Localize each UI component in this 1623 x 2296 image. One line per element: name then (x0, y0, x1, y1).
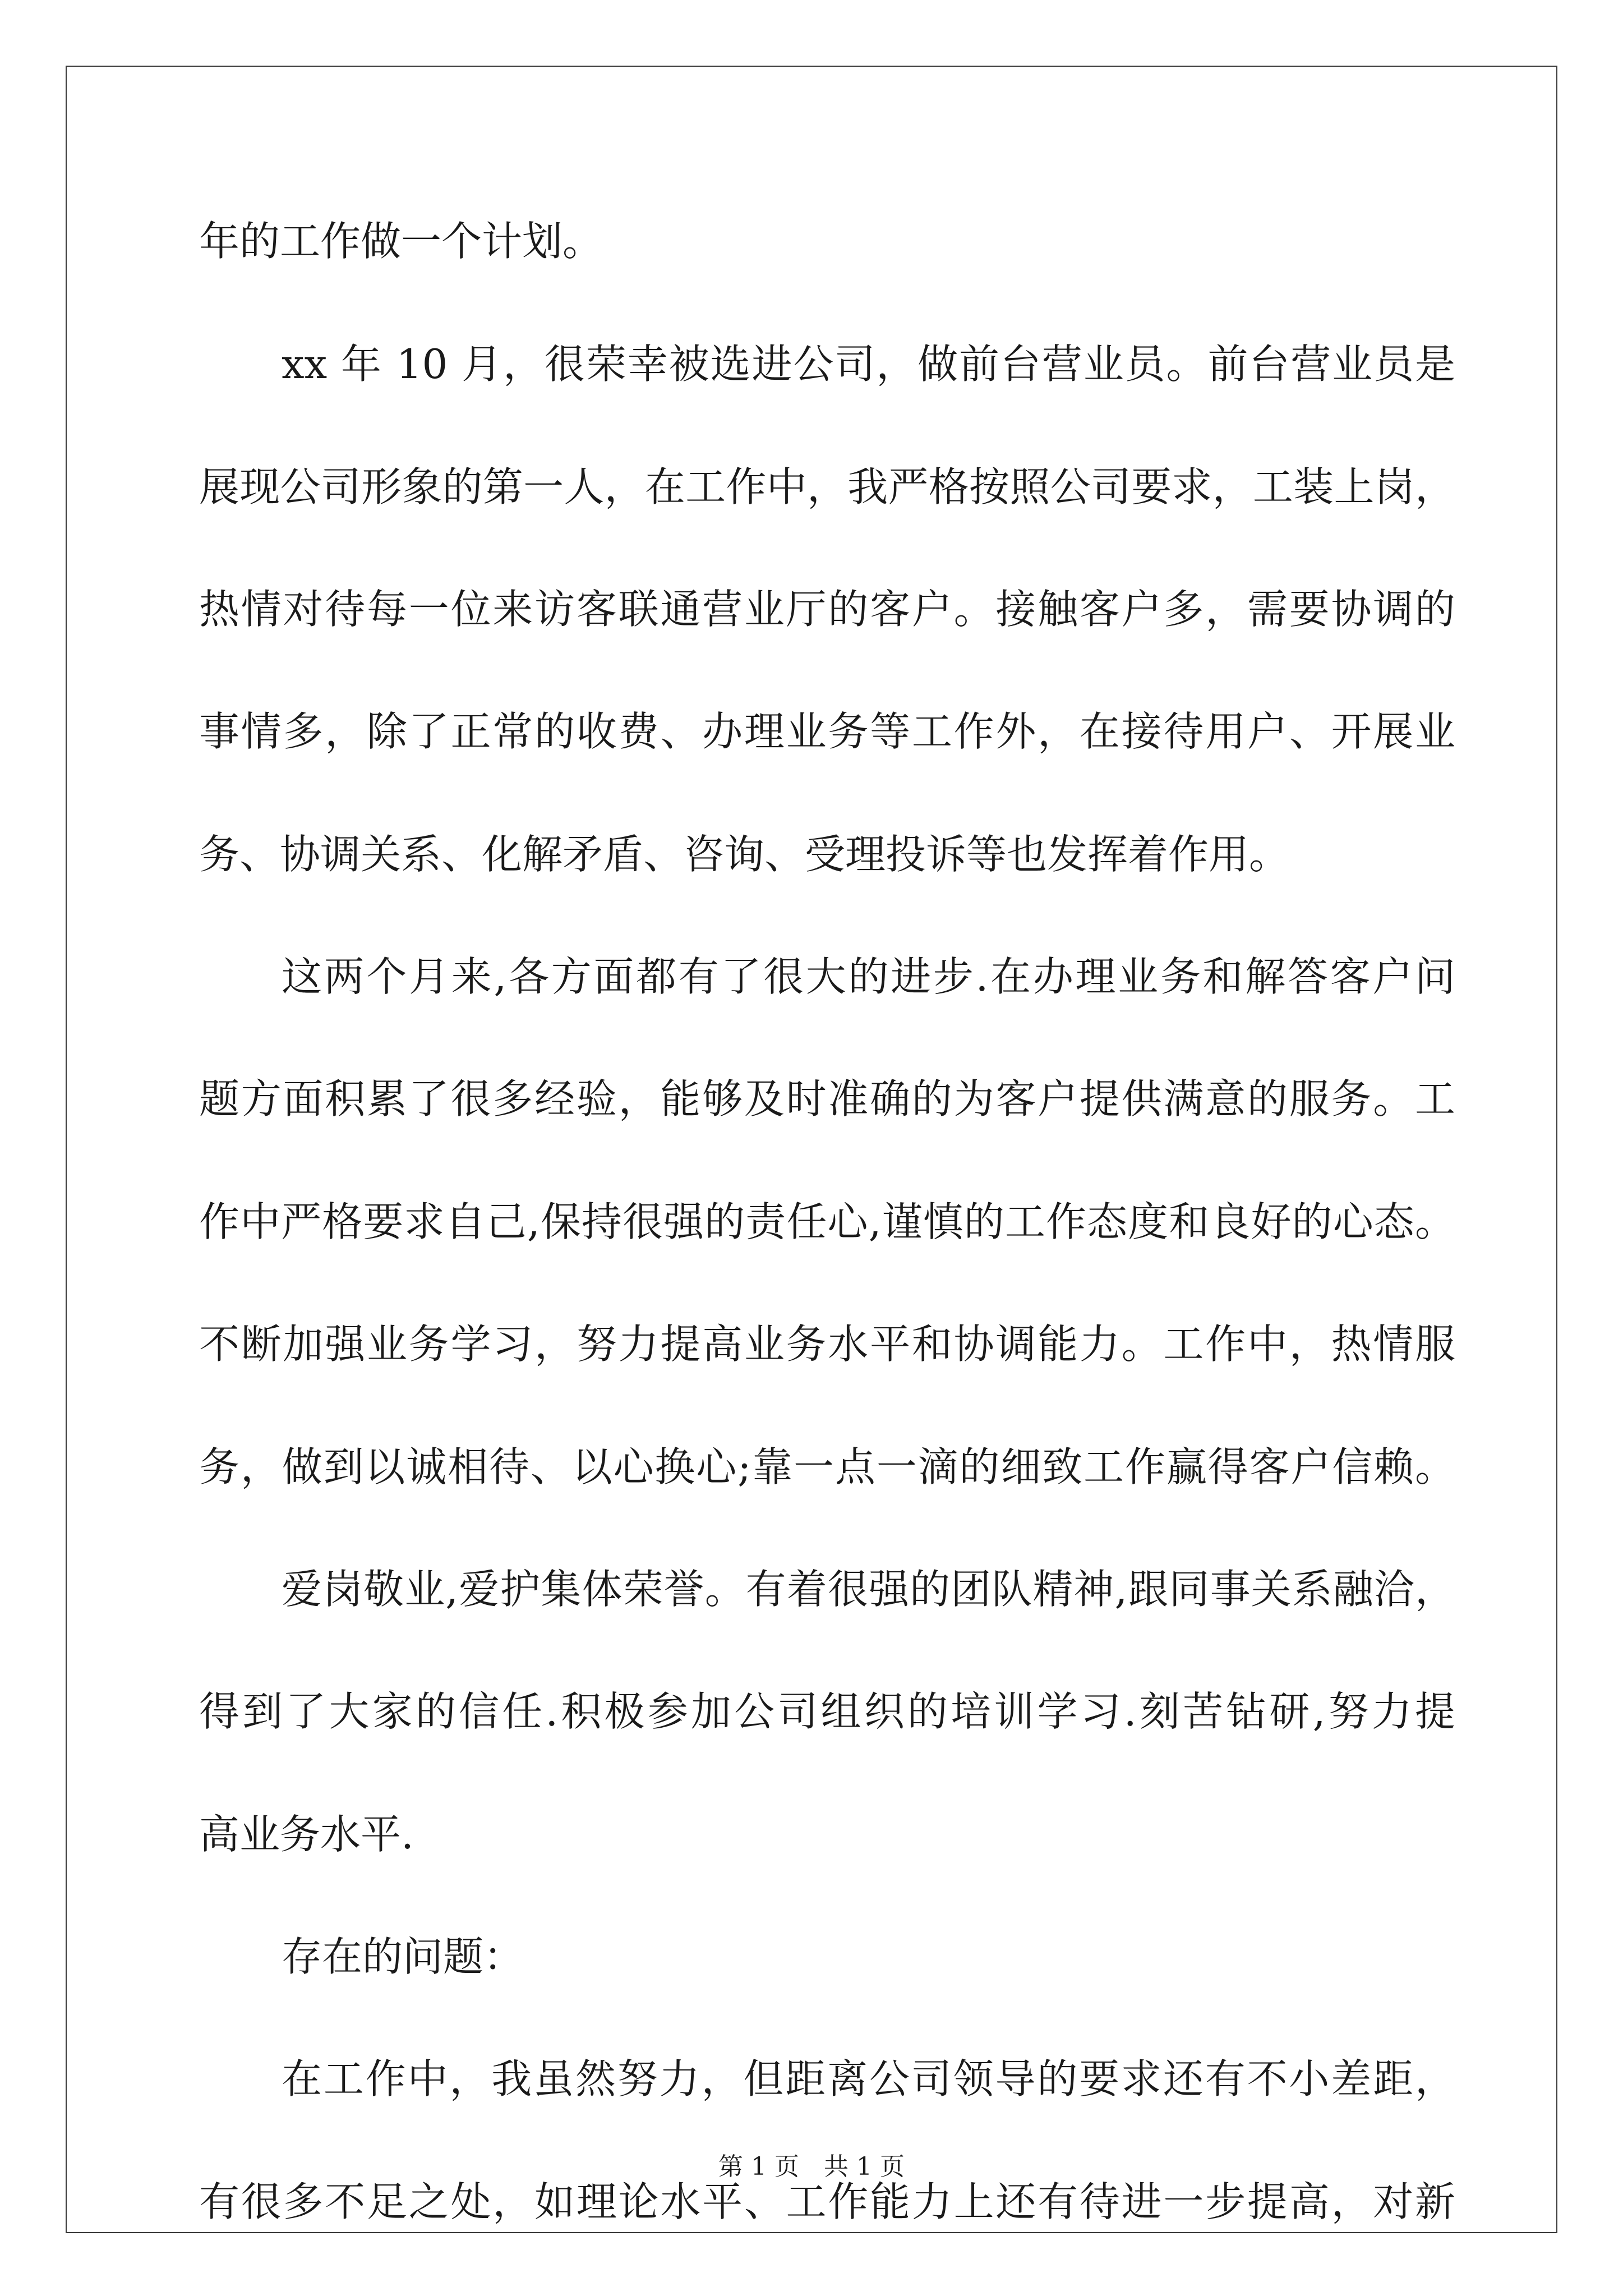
text-line: 不断加强业务学习，努力提高业务水平和协调能力。工作中，热情服 (199, 1320, 1455, 1368)
text-line: 爱岗敬业,爱护集体荣誉。有着很强的团队精神,跟同事关系融洽， (282, 1566, 1455, 1613)
text-line: 题方面积累了很多经验，能够及时准确的为客户提供满意的服务。工 (199, 1075, 1455, 1122)
text-line: 务、协调关系、化解矛盾、咨询、受理投诉等也发挥着作用。 (199, 831, 1290, 878)
text-line: 展现公司形象的第一人，在工作中，我严格按照公司要求，工装上岗， (199, 463, 1455, 510)
page-border (66, 66, 1557, 2233)
text-line: 高业务水平. (199, 1811, 414, 1858)
text-line: 这两个月来,各方面都有了很大的进步.在办理业务和解答客户问 (282, 953, 1455, 1000)
text-line: 作中严格要求自己,保持很强的责任心,谨慎的工作态度和良好的心态。 (199, 1198, 1455, 1245)
text-line: 有很多不足之处，如理论水平、工作能力上还有待进一步提高，对新 (199, 2178, 1455, 2225)
text-line: 年的工作做一个计划。 (199, 218, 603, 265)
text-line: 务，做到以诚相待、以心换心;靠一点一滴的细致工作赢得客户信赖。 (199, 1443, 1455, 1490)
text-line: 事情多，除了正常的收费、办理业务等工作外，在接待用户、开展业 (199, 708, 1455, 755)
text-line: 在工作中，我虽然努力，但距离公司领导的要求还有不小差距， (282, 2055, 1455, 2102)
text-line: xx 年 10 月，很荣幸被选进公司，做前台营业员。前台营业员是 (282, 341, 1455, 388)
section-heading: 存在的问题： (282, 1933, 524, 1980)
text-line: 得到了大家的信任.积极参加公司组织的培训学习.刻苦钻研,努力提 (199, 1688, 1455, 1735)
text-line: 热情对待每一位来访客联通营业厅的客户。接触客户多，需要协调的 (199, 586, 1455, 633)
page-number-footer: 第 1 页 共 1 页 (718, 2152, 905, 2181)
